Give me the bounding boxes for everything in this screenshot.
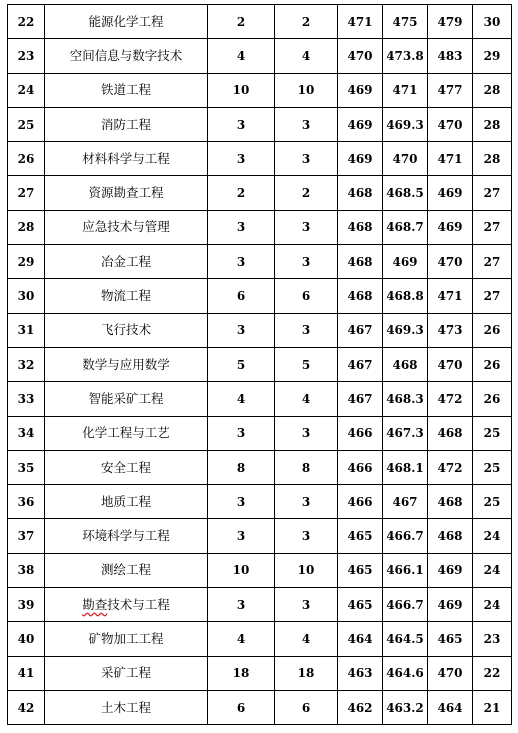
table-row [8, 5, 512, 39]
plan-count-cell: 6 [208, 690, 275, 724]
table-row [8, 519, 512, 553]
min-score-cell: 469 [338, 107, 383, 141]
admit-count-cell: 3 [275, 245, 338, 279]
admission-scores-table [7, 4, 512, 725]
min-score-cell: 468 [338, 176, 383, 210]
rank-cell: 26 [8, 142, 45, 176]
rank-cell: 34 [8, 416, 45, 450]
avg-score-cell: 468.5 [383, 176, 428, 210]
plan-count-cell: 4 [208, 382, 275, 416]
min-score-cell: 466 [338, 485, 383, 519]
admit-count-cell: 6 [275, 690, 338, 724]
admit-count-cell: 4 [275, 39, 338, 73]
line-diff-cell: 28 [473, 142, 512, 176]
admit-count-cell: 3 [275, 142, 338, 176]
max-score-cell: 464 [428, 690, 473, 724]
max-score-cell: 483 [428, 39, 473, 73]
min-score-cell: 465 [338, 588, 383, 622]
avg-score-cell: 467.3 [383, 416, 428, 450]
max-score-cell: 473 [428, 313, 473, 347]
rank-cell: 37 [8, 519, 45, 553]
plan-count-cell: 4 [208, 622, 275, 656]
plan-count-cell: 4 [208, 39, 275, 73]
avg-score-cell: 466.7 [383, 588, 428, 622]
avg-score-cell: 469 [383, 245, 428, 279]
max-score-cell: 472 [428, 382, 473, 416]
major-name-rest: 技术与工程 [107, 596, 170, 612]
table-row [8, 73, 512, 107]
min-score-cell: 466 [338, 450, 383, 484]
admit-count-cell: 3 [275, 107, 338, 141]
admission-scores-table-container [7, 4, 511, 725]
max-score-cell: 470 [428, 107, 473, 141]
line-diff-cell: 28 [473, 107, 512, 141]
max-score-cell: 468 [428, 416, 473, 450]
line-diff-cell: 26 [473, 347, 512, 381]
table-row [8, 416, 512, 450]
plan-count-cell: 3 [208, 519, 275, 553]
max-score-cell: 468 [428, 519, 473, 553]
major-name-cell: 飞行技术 [45, 313, 208, 347]
major-name-cell: 铁道工程 [45, 73, 208, 107]
plan-count-cell: 3 [208, 485, 275, 519]
table-row [8, 107, 512, 141]
max-score-cell: 470 [428, 656, 473, 690]
max-score-cell: 468 [428, 485, 473, 519]
major-name-cell: 冶金工程 [45, 245, 208, 279]
max-score-cell: 469 [428, 553, 473, 587]
major-name-cell: 安全工程 [45, 450, 208, 484]
avg-score-cell: 463.2 [383, 690, 428, 724]
line-diff-cell: 27 [473, 245, 512, 279]
admit-count-cell: 8 [275, 450, 338, 484]
min-score-cell: 465 [338, 553, 383, 587]
avg-score-cell: 471 [383, 73, 428, 107]
rank-cell: 29 [8, 245, 45, 279]
major-name-cell: 数学与应用数学 [45, 347, 208, 381]
table-row [8, 382, 512, 416]
max-score-cell: 479 [428, 5, 473, 39]
major-name-cell: 能源化学工程 [45, 5, 208, 39]
table-row [8, 210, 512, 244]
line-diff-cell: 27 [473, 210, 512, 244]
min-score-cell: 471 [338, 5, 383, 39]
major-name-cell: 测绘工程 [45, 553, 208, 587]
table-row [8, 313, 512, 347]
rank-cell: 27 [8, 176, 45, 210]
major-name-cell: 资源勘查工程 [45, 176, 208, 210]
major-name-cell [45, 588, 208, 622]
avg-score-cell: 466.1 [383, 553, 428, 587]
line-diff-cell: 23 [473, 622, 512, 656]
plan-count-cell: 6 [208, 279, 275, 313]
major-name-cell: 空间信息与数字技术 [45, 39, 208, 73]
admit-count-cell: 10 [275, 553, 338, 587]
avg-score-cell: 464.5 [383, 622, 428, 656]
table-row [8, 622, 512, 656]
avg-score-cell: 464.6 [383, 656, 428, 690]
table-row [8, 176, 512, 210]
rank-cell: 24 [8, 73, 45, 107]
min-score-cell: 470 [338, 39, 383, 73]
max-score-cell: 472 [428, 450, 473, 484]
max-score-cell: 469 [428, 210, 473, 244]
max-score-cell: 477 [428, 73, 473, 107]
table-body [8, 5, 512, 725]
admit-count-cell: 2 [275, 176, 338, 210]
admit-count-cell: 3 [275, 313, 338, 347]
min-score-cell: 464 [338, 622, 383, 656]
rank-cell: 38 [8, 553, 45, 587]
plan-count-cell: 3 [208, 210, 275, 244]
max-score-cell: 470 [428, 347, 473, 381]
min-score-cell: 468 [338, 279, 383, 313]
rank-cell: 41 [8, 656, 45, 690]
min-score-cell: 465 [338, 519, 383, 553]
max-score-cell: 470 [428, 245, 473, 279]
table-row [8, 588, 512, 622]
min-score-cell: 468 [338, 210, 383, 244]
table-row [8, 690, 512, 724]
line-diff-cell: 24 [473, 519, 512, 553]
table-row [8, 142, 512, 176]
admit-count-cell: 2 [275, 5, 338, 39]
admit-count-cell: 18 [275, 656, 338, 690]
rank-cell: 30 [8, 279, 45, 313]
avg-score-cell: 468.7 [383, 210, 428, 244]
major-name-cell: 智能采矿工程 [45, 382, 208, 416]
avg-score-cell: 470 [383, 142, 428, 176]
min-score-cell: 467 [338, 347, 383, 381]
major-name-cell: 材料科学与工程 [45, 142, 208, 176]
plan-count-cell: 3 [208, 416, 275, 450]
line-diff-cell: 22 [473, 656, 512, 690]
table-row [8, 279, 512, 313]
min-score-cell: 463 [338, 656, 383, 690]
plan-count-cell: 3 [208, 142, 275, 176]
table-row [8, 485, 512, 519]
line-diff-cell: 26 [473, 313, 512, 347]
max-score-cell: 471 [428, 142, 473, 176]
avg-score-cell: 468.8 [383, 279, 428, 313]
avg-score-cell: 466.7 [383, 519, 428, 553]
line-diff-cell: 28 [473, 73, 512, 107]
major-name-cell: 化学工程与工艺 [45, 416, 208, 450]
major-name-cell: 物流工程 [45, 279, 208, 313]
plan-count-cell: 2 [208, 176, 275, 210]
line-diff-cell: 27 [473, 176, 512, 210]
max-score-cell: 469 [428, 176, 473, 210]
min-score-cell: 467 [338, 382, 383, 416]
plan-count-cell: 5 [208, 347, 275, 381]
rank-cell: 31 [8, 313, 45, 347]
admit-count-cell: 6 [275, 279, 338, 313]
major-name-cell: 应急技术与管理 [45, 210, 208, 244]
min-score-cell: 462 [338, 690, 383, 724]
plan-count-cell: 3 [208, 588, 275, 622]
rank-cell: 25 [8, 107, 45, 141]
major-name-cell: 环境科学与工程 [45, 519, 208, 553]
spellcheck-underlined-text: 勘查 [82, 596, 108, 612]
avg-score-cell: 467 [383, 485, 428, 519]
avg-score-cell: 469.3 [383, 313, 428, 347]
line-diff-cell: 30 [473, 5, 512, 39]
line-diff-cell: 25 [473, 416, 512, 450]
table-row [8, 656, 512, 690]
plan-count-cell: 10 [208, 553, 275, 587]
major-name-cell: 采矿工程 [45, 656, 208, 690]
avg-score-cell: 469.3 [383, 107, 428, 141]
table-row [8, 39, 512, 73]
rank-cell: 32 [8, 347, 45, 381]
avg-score-cell: 468 [383, 347, 428, 381]
plan-count-cell: 8 [208, 450, 275, 484]
major-name-cell: 地质工程 [45, 485, 208, 519]
line-diff-cell: 24 [473, 553, 512, 587]
avg-score-cell: 473.8 [383, 39, 428, 73]
line-diff-cell: 25 [473, 450, 512, 484]
plan-count-cell: 3 [208, 313, 275, 347]
rank-cell: 39 [8, 588, 45, 622]
admit-count-cell: 10 [275, 73, 338, 107]
plan-count-cell: 3 [208, 107, 275, 141]
line-diff-cell: 24 [473, 588, 512, 622]
line-diff-cell: 21 [473, 690, 512, 724]
admit-count-cell: 3 [275, 588, 338, 622]
rank-cell: 23 [8, 39, 45, 73]
admit-count-cell: 3 [275, 210, 338, 244]
line-diff-cell: 25 [473, 485, 512, 519]
major-name-cell: 矿物加工工程 [45, 622, 208, 656]
min-score-cell: 467 [338, 313, 383, 347]
admit-count-cell: 3 [275, 416, 338, 450]
min-score-cell: 469 [338, 73, 383, 107]
line-diff-cell: 27 [473, 279, 512, 313]
table-row [8, 450, 512, 484]
plan-count-cell: 2 [208, 5, 275, 39]
min-score-cell: 466 [338, 416, 383, 450]
min-score-cell: 468 [338, 245, 383, 279]
max-score-cell: 471 [428, 279, 473, 313]
admit-count-cell: 5 [275, 347, 338, 381]
admit-count-cell: 4 [275, 622, 338, 656]
admit-count-cell: 4 [275, 382, 338, 416]
rank-cell: 42 [8, 690, 45, 724]
plan-count-cell: 3 [208, 245, 275, 279]
rank-cell: 22 [8, 5, 45, 39]
rank-cell: 36 [8, 485, 45, 519]
table-row [8, 347, 512, 381]
plan-count-cell: 10 [208, 73, 275, 107]
plan-count-cell: 18 [208, 656, 275, 690]
admit-count-cell: 3 [275, 485, 338, 519]
rank-cell: 28 [8, 210, 45, 244]
rank-cell: 35 [8, 450, 45, 484]
min-score-cell: 469 [338, 142, 383, 176]
rank-cell: 33 [8, 382, 45, 416]
avg-score-cell: 468.3 [383, 382, 428, 416]
table-row [8, 553, 512, 587]
major-name-cell: 土木工程 [45, 690, 208, 724]
max-score-cell: 465 [428, 622, 473, 656]
admit-count-cell: 3 [275, 519, 338, 553]
avg-score-cell: 475 [383, 5, 428, 39]
major-name-cell: 消防工程 [45, 107, 208, 141]
avg-score-cell: 468.1 [383, 450, 428, 484]
max-score-cell: 469 [428, 588, 473, 622]
rank-cell: 40 [8, 622, 45, 656]
line-diff-cell: 26 [473, 382, 512, 416]
table-row [8, 245, 512, 279]
line-diff-cell: 29 [473, 39, 512, 73]
